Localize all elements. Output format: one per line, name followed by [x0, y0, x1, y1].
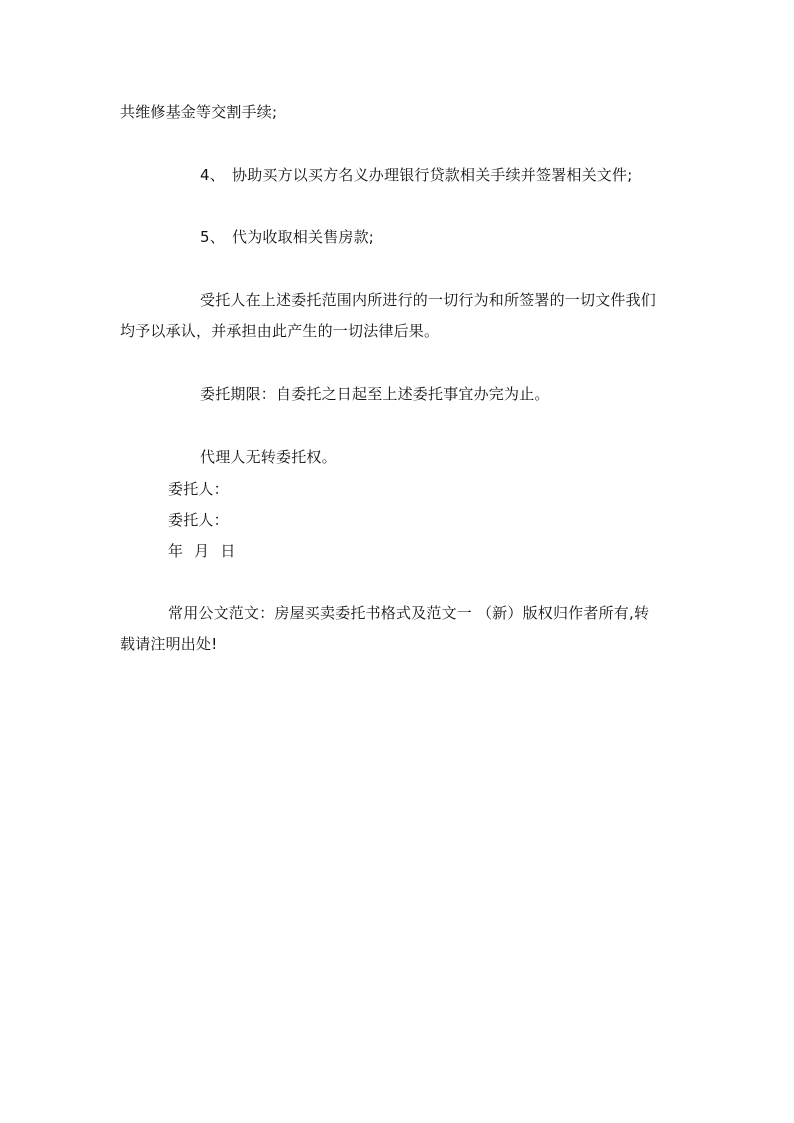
item-4-number: 4、 — [200, 166, 225, 184]
item-5-number: 5、 — [200, 228, 225, 246]
item-4 — [200, 165, 632, 185]
signature-date: 年 月 日 — [168, 542, 236, 560]
footer-line-2: 载请注明出处! — [120, 635, 218, 653]
continuation-line: 共维修基金等交割手续; — [120, 103, 278, 121]
footer-line-1: 常用公文范文：房屋买卖委托书格式及范文一 （新）版权归作者所有,转 — [168, 604, 650, 622]
principal-signature-1: 委托人： — [168, 480, 229, 498]
term-paragraph: 委托期限：自委托之日起至上述委托事宜办完为止。 — [200, 385, 550, 403]
authorization-paragraph-line-2: 均予以承认，并承担由此产生的一切法律后果。 — [120, 322, 440, 340]
item-5 — [200, 227, 374, 247]
item-4-text: 协助买方以买方名义办理银行贷款相关手续并签署相关文件; — [232, 166, 633, 184]
principal-signature-2: 委托人： — [168, 511, 229, 529]
no-subdelegation-line: 代理人无转委托权。 — [200, 448, 337, 466]
authorization-paragraph-line-1: 受托人在上述委托范围内所进行的一切行为和所签署的一切文件我们 — [200, 291, 657, 309]
item-5-text: 代为收取相关售房款; — [232, 228, 375, 246]
